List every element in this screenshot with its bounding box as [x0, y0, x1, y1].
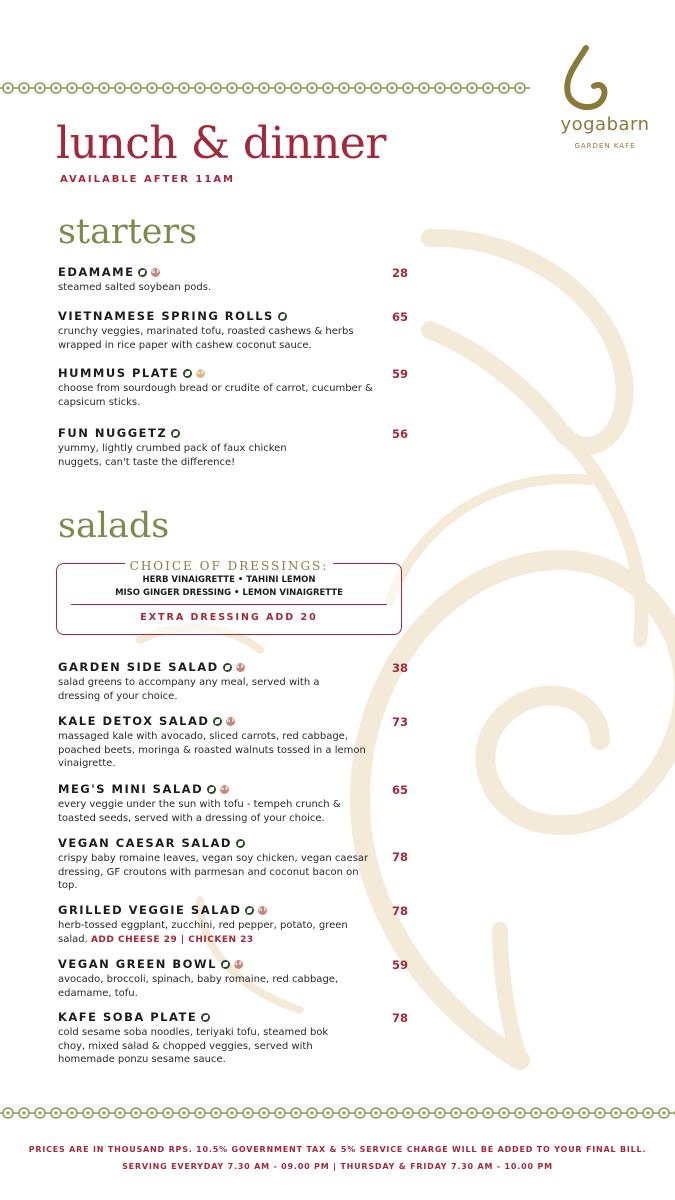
item-description: avocado, broccoli, spinach, baby romaine, red cabbage, edamame, tofu. [58, 974, 339, 999]
vegan-leaf-icon [171, 429, 180, 438]
tax-notice: PRICES ARE IN THOUSAND RPS. 10.5% GOVERNMENT TAX & 5% SERVICE CHARGE WILL BE ADDED TO YOUR FINAL BILL. [28, 1145, 647, 1154]
vegan-leaf-icon [236, 839, 245, 848]
bottom-pattern-border [0, 1105, 675, 1121]
item-price: 65 [391, 310, 408, 324]
gluten-free-icon: GF [226, 719, 237, 724]
item-name: FUN NUGGETZ [58, 426, 168, 440]
item-description: crispy baby romaine leaves, vegan soy chicken, vegan caesar dressing, GF croutons with parmesan and coconut bacon on top. [58, 853, 369, 891]
item-name: VEGAN CAESAR SALAD [58, 836, 232, 850]
item-description: crunchy veggies, marinated tofu, roasted cashews & herbs wrapped in rice paper with cashew coconut sauce. [58, 326, 354, 351]
item-price: 65 [391, 783, 408, 797]
item-name: GARDEN SIDE SALAD [58, 660, 219, 674]
salads-heading: salads [58, 506, 170, 546]
item-description: yummy, lightly crumbed pack of faux chicken nuggets, can't taste the difference! [58, 443, 287, 468]
gluten-free-icon: GF [233, 962, 244, 967]
logo-subtitle: GARDEN KAFE [574, 142, 636, 150]
vegan-leaf-icon [201, 1013, 210, 1022]
dressings-line-2: MISO GINGER DRESSING • LEMON VINAIGRETTE [115, 588, 343, 598]
menu-item-kale-detox-salad [58, 714, 408, 771]
item-name: VEGAN GREEN BOWL [58, 957, 217, 971]
item-name: HUMMUS PLATE [58, 366, 179, 380]
item-addons: ADD CHEESE 29 | CHICKEN 23 [90, 934, 254, 945]
menu-item-hummus-plate [58, 366, 408, 409]
serving-hours: SERVING EVERYDAY 7.30 AM - 09.00 PM | THURSDAY & FRIDAY 7.30 AM - 10.00 PM [122, 1162, 553, 1171]
item-description-wrap [58, 919, 373, 947]
vegan-leaf-icon [138, 268, 147, 277]
item-price: 78 [391, 850, 408, 864]
item-description: steamed salted soybean pods. [58, 282, 212, 293]
page-title: lunch & dinner [56, 118, 386, 169]
starters-heading: starters [58, 212, 198, 252]
menu-item-kafe-soba-plate [58, 1010, 408, 1067]
menu-item-vietnamese-spring-rolls [58, 309, 408, 352]
item-description: salad greens to accompany any meal, served with a dressing of your choice. [58, 677, 320, 702]
item-description: herb-tossed eggplant, zucchini, red pepper, potato, green salad. [58, 920, 348, 945]
logo-wordmark: yogabarn [560, 114, 650, 135]
vegan-leaf-icon [207, 785, 216, 794]
menu-item-vegan-green-bowl [58, 957, 408, 1000]
dressings-title: CHOICE OF DRESSINGS: [125, 559, 334, 573]
item-name: KAFE SOBA PLATE [58, 1010, 198, 1024]
gluten-free-icon: GF [151, 270, 162, 275]
item-description: cold sesame soba noodles, teriyaki tofu, steamed bok choy, mixed salad & chopped veggies, served with homemade ponzu sesame sauce. [58, 1027, 329, 1065]
item-name: GRILLED VEGGIE SALAD [58, 903, 242, 917]
vegan-leaf-icon [223, 663, 232, 672]
top-pattern-border [0, 80, 530, 96]
item-description: massaged kale with avocado, sliced carrots, red cabbage, poached beets, moringa & roasted walnuts tossed in a lemon vinaigrette. [58, 731, 366, 769]
item-price: 73 [391, 715, 408, 729]
item-price: 59 [391, 367, 408, 381]
dressings-box [56, 559, 402, 635]
yogabarn-logo [558, 44, 652, 158]
gluten-free-icon: GF [195, 371, 206, 376]
vegan-leaf-icon [221, 960, 230, 969]
gluten-free-icon: GF [220, 787, 230, 792]
item-name: EDAMAME [58, 265, 135, 279]
drop-swirl-icon [558, 44, 652, 114]
item-price: 78 [391, 904, 408, 918]
item-price: 28 [391, 266, 408, 280]
extra-dressing-note: EXTRA DRESSING ADD 20 [140, 612, 318, 623]
item-price: 38 [391, 661, 408, 675]
menu-item-edamame [58, 265, 408, 295]
vegan-leaf-icon [245, 906, 254, 915]
item-name: MEG'S MINI SALAD [58, 782, 204, 796]
item-name: KALE DETOX SALAD [58, 714, 210, 728]
dressings-divider [71, 604, 387, 605]
item-price: 56 [391, 427, 408, 441]
vegan-leaf-icon [183, 369, 192, 378]
menu-item-megs-mini-salad [58, 782, 408, 825]
item-name: VIETNAMESE SPRING ROLLS [58, 309, 274, 323]
vegan-leaf-icon [278, 312, 287, 321]
gluten-free-icon: GF [235, 665, 246, 670]
menu-item-garden-side-salad [58, 660, 408, 703]
item-description: every veggie under the sun with tofu - tempeh crunch & toasted seeds, served with a dressing of your choice. [58, 799, 341, 824]
menu-item-vegan-caesar-salad [58, 836, 408, 893]
menu-item-fun-nuggetz [58, 426, 408, 469]
item-price: 78 [391, 1011, 408, 1025]
availability-note: AVAILABLE AFTER 11AM [60, 174, 236, 185]
item-price: 59 [391, 958, 408, 972]
vegan-leaf-icon [213, 717, 222, 726]
dressings-line-1: HERB VINAIGRETTE • TAHINI LEMON [142, 575, 316, 585]
item-description: choose from sourdough bread or crudite of carrot, cucumber & capsicum sticks. [58, 383, 373, 408]
gluten-free-icon: GF [258, 908, 269, 913]
menu-item-grilled-veggie-salad [58, 903, 408, 947]
